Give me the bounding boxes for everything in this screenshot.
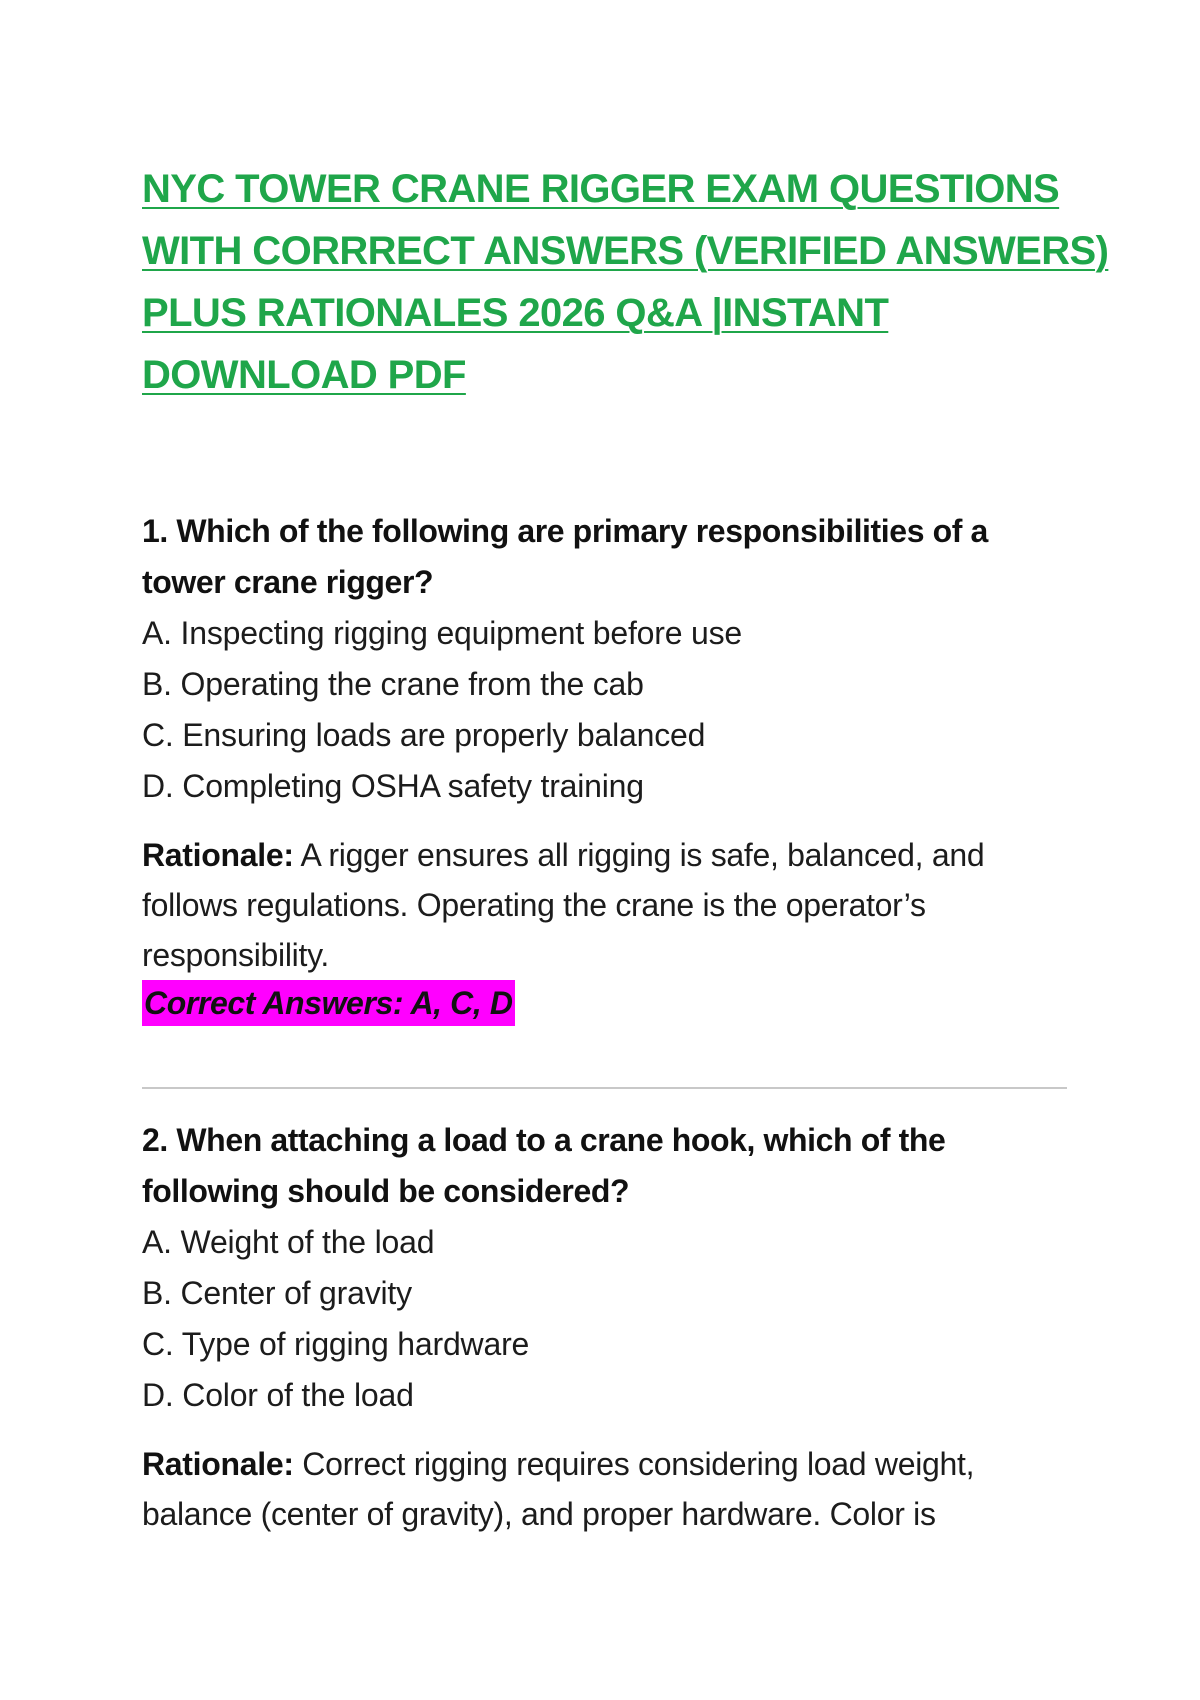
title-line: NYC TOWER CRANE RIGGER EXAM QUESTIONS <box>142 167 1060 211</box>
option-c: C. Ensuring loads are properly balanced <box>142 717 706 753</box>
title-line: DOWNLOAD PDF <box>142 353 466 397</box>
title-line: PLUS RATIONALES 2026 Q&A |INSTANT <box>142 291 889 335</box>
rationale <box>142 1439 1067 1539</box>
option-a: A. Weight of the load <box>142 1224 435 1260</box>
option-a: A. Inspecting rigging equipment before use <box>142 615 742 651</box>
question-2 <box>142 1115 1067 1539</box>
answer-options <box>142 608 1067 812</box>
option-b: B. Center of gravity <box>142 1275 412 1311</box>
rationale-text: A rigger ensures all rigging is safe, balanced, and follows regulations. Operating the crane is the operator’s responsibility. <box>142 837 985 973</box>
correct-answer-highlight: Correct Answers: A, C, D <box>142 980 515 1026</box>
question-text: 2. When attaching a load to a crane hook, which of the following should be considered? <box>142 1122 946 1209</box>
option-d: D. Color of the load <box>142 1377 414 1413</box>
correct-answer-row <box>142 980 1067 1035</box>
option-b: B. Operating the crane from the cab <box>142 666 644 702</box>
rationale-label: Rationale: <box>142 1446 294 1482</box>
rationale-label: Rationale: <box>142 837 294 873</box>
option-d: D. Completing OSHA safety training <box>142 768 644 804</box>
question-text: 1. Which of the following are primary responsibilities of a tower crane rigger? <box>142 513 988 600</box>
document-title <box>142 158 1109 406</box>
rationale-text: Correct rigging requires considering load weight, balance (center of gravity), and proper hardware. Color is <box>142 1446 975 1532</box>
document-page <box>142 158 1109 1539</box>
question-1 <box>142 506 1067 1035</box>
question-divider <box>142 1087 1067 1089</box>
title-line: WITH CORRRECT ANSWERS (VERIFIED ANSWERS) <box>142 229 1109 273</box>
option-c: C. Type of rigging hardware <box>142 1326 530 1362</box>
rationale <box>142 830 1067 980</box>
answer-options <box>142 1217 1067 1421</box>
